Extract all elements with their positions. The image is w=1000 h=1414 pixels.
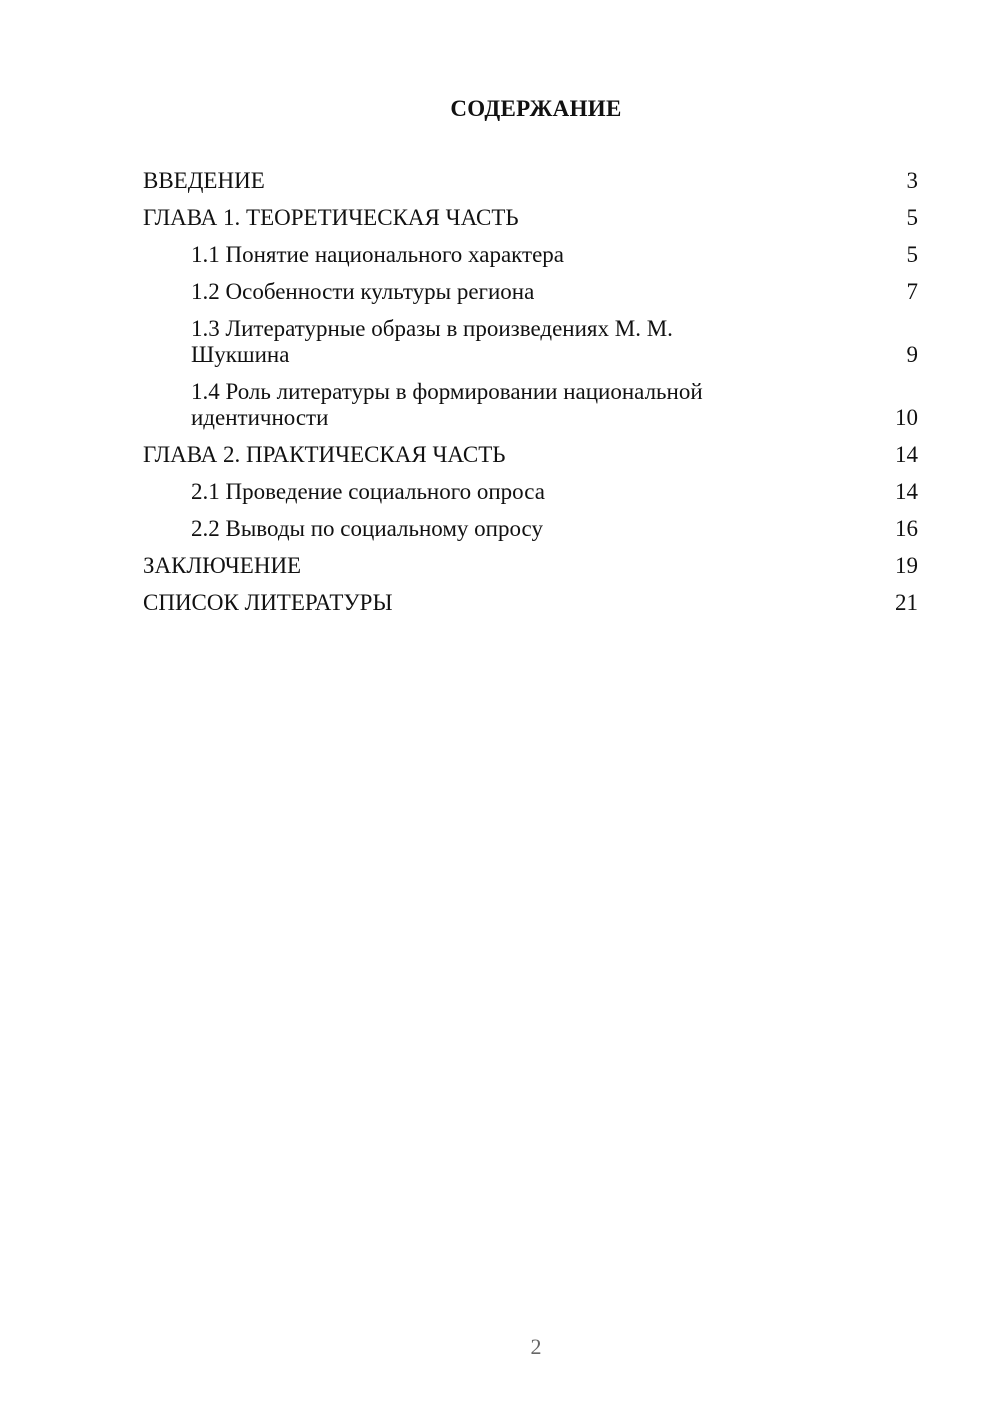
toc-entry-section-1-1[interactable]: [143, 242, 918, 268]
toc-entry-text: ЗАКЛЮЧЕНИЕ: [143, 553, 302, 578]
page-number: 2: [530, 1334, 542, 1359]
toc-entry-section-2-2[interactable]: [143, 516, 918, 542]
toc-entry-text: 1.3 Литературные образы в произведениях М. М. Шукшина: [191, 316, 673, 367]
toc-entry-introduction[interactable]: [143, 168, 918, 194]
toc-entry-page: 21: [895, 590, 918, 615]
toc-entry-text: 1.1 Понятие национального характера: [191, 242, 565, 267]
toc-entry-page: 7: [906, 279, 918, 304]
toc-entry-text: 1.2 Особенности культуры региона: [191, 279, 535, 304]
toc-entry-page: 9: [906, 342, 918, 367]
toc-entry-section-1-4[interactable]: [143, 379, 918, 431]
toc-entry-page: 19: [895, 553, 918, 578]
toc-entry-text: ГЛАВА 1. ТЕОРЕТИЧЕСКАЯ ЧАСТЬ: [143, 205, 519, 230]
table-of-contents: [143, 168, 918, 627]
toc-entry-text: 2.1 Проведение социального опроса: [191, 479, 545, 504]
toc-entry-section-1-2[interactable]: [143, 279, 918, 305]
toc-entry-section-2-1[interactable]: [143, 479, 918, 505]
toc-entry-page: 5: [906, 242, 918, 267]
toc-entry-text: ГЛАВА 2. ПРАКТИЧЕСКАЯ ЧАСТЬ: [143, 442, 506, 467]
toc-entry-text: СПИСОК ЛИТЕРАТУРЫ: [143, 590, 393, 615]
toc-entry-page: 14: [895, 442, 918, 467]
toc-entry-chapter-1[interactable]: [143, 205, 918, 231]
toc-entry-page: 10: [895, 405, 918, 430]
page-title: СОДЕРЖАНИЕ: [450, 96, 622, 121]
toc-entry-chapter-2[interactable]: [143, 442, 918, 468]
toc-entry-page: 5: [906, 205, 918, 230]
toc-entry-conclusion[interactable]: [143, 553, 918, 579]
toc-entry-text: ВВЕДЕНИЕ: [143, 168, 265, 193]
toc-entry-section-1-3[interactable]: [143, 316, 918, 368]
toc-entry-references[interactable]: [143, 590, 918, 616]
toc-entry-page: 3: [906, 168, 918, 193]
toc-entry-text: 2.2 Выводы по социальному опросу: [191, 516, 543, 541]
toc-entry-page: 14: [895, 479, 918, 504]
toc-entry-page: 16: [895, 516, 918, 541]
toc-entry-text: 1.4 Роль литературы в формировании национальной идентичности: [191, 379, 703, 430]
